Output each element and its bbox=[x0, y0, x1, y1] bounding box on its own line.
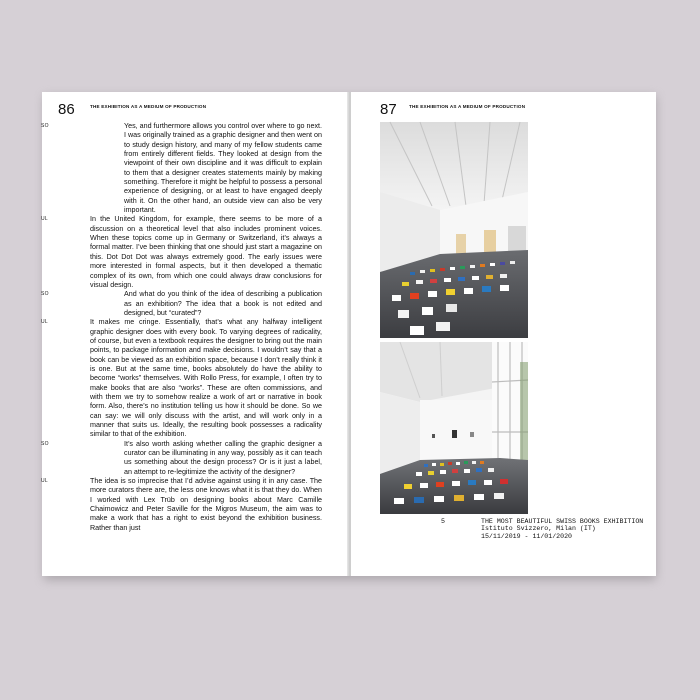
speaker-label: UL bbox=[41, 319, 48, 326]
speaker-label: SO bbox=[41, 291, 49, 298]
paragraph-1 bbox=[41, 122, 322, 215]
gallery-photo-image bbox=[380, 342, 528, 514]
page-number-left: 86 bbox=[58, 101, 75, 118]
paragraph-6 bbox=[41, 477, 322, 533]
paragraph-2 bbox=[41, 215, 322, 290]
paragraph-4 bbox=[41, 318, 322, 439]
gallery-photo-image bbox=[380, 122, 528, 338]
speaker-label: SO bbox=[41, 440, 49, 447]
paragraph-5 bbox=[41, 439, 322, 477]
paragraph-text: In the United Kingdom, for example, there seems to be more of a discussion on a theoretical level that also includes prominent voices. When these topics come up in Germany or Switzerland, it’s always a formal matter. I’ve been thinking that one should just start a magazine on this. Dot Dot Dot was always extremely good. The early issues were more interested in formal aspects, but it then developed a thematic complex of its own, from which one could always draw conclusions for visual design. bbox=[90, 215, 322, 289]
paragraph-text: Yes, and furthermore allows you control over where to go next. I was originally trained as a graphic designer and then went on to study design history, and many of my fellow students came from entirely different fields. They looked at design from the viewpoint of their own discipline and it was difficult to explain to them that a designer creates statements mainly by making something. Therefore it might be helpful to possess a personal experience of designing, or at least to have engaged deeply with it. On the other hand, an outside view can also be very important. bbox=[124, 122, 322, 215]
page-number-right: 87 bbox=[380, 101, 397, 118]
caption-line: 15/11/2019 - 11/01/2020 bbox=[481, 532, 573, 540]
caption-line: THE MOST BEAUTIFUL SWISS BOOKS EXHIBITION bbox=[481, 518, 644, 525]
paragraph-3 bbox=[41, 290, 322, 318]
caption-line: Istituto Svizzero, Milan (IT) bbox=[481, 525, 596, 533]
caption-number: 5 bbox=[441, 518, 445, 525]
exhibition-photo-2 bbox=[380, 342, 528, 514]
paragraph-text: It makes me cringe. Essentially, that’s what any halfway intelligent graphic designer does with every book. To varying degrees of radicality, of course, but even a textbook requires the designer to bring out the main points, to package information and make decisions. I wouldn’t say that a book can be viewed as an exhibition space, because I don’t really think it is one. But at the same time, books absolutely do have the ability to become “works” themselves. With Rollo Press, for example, I often try to make books that are also “works”. These are often commissions, and with them we try to somehow realize a work of art or narrative in book form. Also, there’s no institution telling us how it should be done. So we can say: we will only discuss with the artist, and will work only in a manner that suits us. Ideally, the resulting book possesses a radicality similar to that of the exhibition. bbox=[90, 318, 322, 439]
exhibition-photo-1 bbox=[380, 122, 528, 338]
left-page bbox=[42, 92, 349, 576]
right-page bbox=[351, 92, 656, 576]
speaker-label: UL bbox=[41, 478, 48, 485]
running-head-right: THE EXHIBITION AS A MEDIUM OF PRODUCTION bbox=[409, 104, 526, 109]
paragraph-text: It’s also worth asking whether calling the graphic designer a curator can be illuminating in any way, possibly as it can teach us something about the design process? Or is it just a label, an attempt to re-legitimize the activity of the designer? bbox=[124, 439, 322, 476]
paragraph-text: And what do you think of the idea of describing a publication as an exhibition? The idea that a book is not edited and designed, but “curated”? bbox=[124, 290, 322, 317]
speaker-label: SO bbox=[41, 123, 49, 129]
interview-text bbox=[41, 122, 322, 533]
photo-caption bbox=[481, 518, 643, 540]
speaker-label: UL bbox=[41, 216, 48, 223]
paragraph-text: The idea is so imprecise that I’d advise against using it in any case. The more curators there are, the less one knows what it is that they do. When I worked with Lex Trüb on designing books about Marc Camille Chaimowicz and Peter Saville for the Migros Museum, the aim was to make a work that has a right to exist beyond the exhibition business. Rather than just bbox=[90, 477, 322, 532]
running-head-left: THE EXHIBITION AS A MEDIUM OF PRODUCTION bbox=[90, 104, 207, 109]
